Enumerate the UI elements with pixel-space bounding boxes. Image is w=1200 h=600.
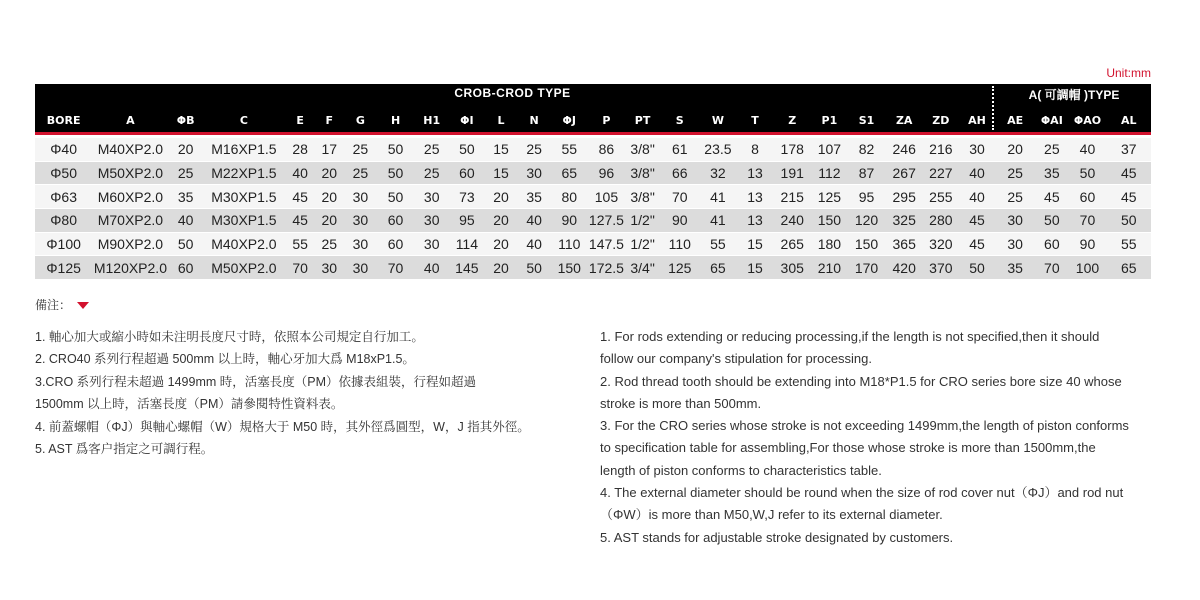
table-cell: 30 bbox=[343, 256, 377, 280]
note-zh-line: 3.CRO 系列行程未超過 1499mm 時，活塞長度（PM）依據表組裝，行程如超過 bbox=[35, 374, 477, 389]
table-cell: 87 bbox=[847, 161, 885, 185]
table-cell: 60 bbox=[377, 209, 413, 233]
column-header: L bbox=[497, 113, 505, 127]
table-cell: 30 bbox=[959, 138, 995, 161]
table-cell: 191 bbox=[773, 161, 811, 185]
table-cell: 25 bbox=[315, 232, 343, 256]
table-cell: 50 bbox=[377, 138, 413, 161]
table-cell: 50 bbox=[169, 232, 203, 256]
table-cell: 150 bbox=[550, 256, 588, 280]
table-cell: 25 bbox=[343, 138, 377, 161]
note-en-line: to specification table for assembling,For those whose stroke is more than 1500mm,the bbox=[600, 440, 1096, 456]
table-cell: 40 bbox=[169, 209, 203, 233]
table-cell: M70XP2.0 bbox=[92, 209, 168, 233]
table-cell: M50XP2.0 bbox=[203, 256, 285, 280]
table-cell: 110 bbox=[550, 232, 588, 256]
table-cell: 25 bbox=[518, 138, 550, 161]
table-cell: 8 bbox=[737, 138, 773, 161]
table-cell: 267 bbox=[886, 161, 923, 185]
table-cell: 1/2" bbox=[625, 209, 661, 233]
table-cell: M120XP2.0 bbox=[92, 256, 168, 280]
table-cell: 295 bbox=[886, 185, 923, 209]
table-cell: 60 bbox=[377, 232, 413, 256]
table-cell: 178 bbox=[773, 138, 811, 161]
table-cell: 420 bbox=[886, 256, 923, 280]
table-cell: 3/8" bbox=[625, 185, 661, 209]
table-cell: 45 bbox=[285, 209, 315, 233]
table-cell: 86 bbox=[588, 138, 624, 161]
table-cell: Φ125 bbox=[35, 256, 92, 280]
table-cell: 240 bbox=[773, 209, 811, 233]
group-title-main: CROB-CROD TYPE bbox=[454, 86, 571, 100]
table-cell: 105 bbox=[588, 185, 624, 209]
column-header: BORE bbox=[46, 113, 81, 127]
table-cell: 15 bbox=[737, 232, 773, 256]
table-cell: 30 bbox=[343, 232, 377, 256]
table-cell: 65 bbox=[550, 161, 588, 185]
table-cell: 170 bbox=[847, 256, 885, 280]
table-cell: 28 bbox=[285, 138, 315, 161]
table-cell: 50 bbox=[959, 256, 995, 280]
table-cell: 112 bbox=[811, 161, 847, 185]
table-cell: M90XP2.0 bbox=[92, 232, 168, 256]
table-cell: 50 bbox=[1068, 161, 1106, 185]
table-row bbox=[35, 138, 1151, 161]
table-cell: 60 bbox=[450, 161, 484, 185]
table-cell: 23.5 bbox=[699, 138, 737, 161]
table-cell: 50 bbox=[518, 256, 550, 280]
table-cell: 305 bbox=[773, 256, 811, 280]
table-cell: 120 bbox=[847, 209, 885, 233]
table-cell: 32 bbox=[699, 161, 737, 185]
table-cell: 35 bbox=[169, 185, 203, 209]
table-cell: 25 bbox=[169, 161, 203, 185]
table-cell: 60 bbox=[1068, 185, 1106, 209]
table-cell: 13 bbox=[737, 209, 773, 233]
table-cell: 30 bbox=[343, 185, 377, 209]
table-cell: 45 bbox=[959, 209, 995, 233]
table-cell: 100 bbox=[1068, 256, 1106, 280]
column-header: F bbox=[325, 113, 334, 127]
table-cell: 55 bbox=[1107, 232, 1151, 256]
table-cell: 3/8" bbox=[625, 138, 661, 161]
table-cell: 255 bbox=[923, 185, 959, 209]
table-cell: 20 bbox=[315, 161, 343, 185]
table-cell: 70 bbox=[1035, 256, 1068, 280]
column-header: A bbox=[126, 113, 135, 127]
table-cell: 55 bbox=[285, 232, 315, 256]
note-en-line: 5. AST stands for adjustable stroke designated by customers. bbox=[600, 529, 954, 545]
column-header: H1 bbox=[423, 113, 441, 127]
table-cell: 30 bbox=[343, 209, 377, 233]
table-cell: 45 bbox=[1107, 185, 1151, 209]
table-cell: 172.5 bbox=[588, 256, 624, 280]
table-cell: 227 bbox=[923, 161, 959, 185]
group-title-a-type: A( 可調帽 )TYPE bbox=[1028, 88, 1120, 102]
column-header: ZA bbox=[895, 113, 913, 127]
column-header: E bbox=[296, 113, 304, 127]
table-cell: 45 bbox=[285, 185, 315, 209]
column-header: ΦAI bbox=[1040, 113, 1063, 127]
table-cell: 114 bbox=[450, 232, 484, 256]
table-row bbox=[35, 185, 1151, 209]
table-cell: 82 bbox=[847, 138, 885, 161]
table-cell: 70 bbox=[285, 256, 315, 280]
table-cell: 215 bbox=[773, 185, 811, 209]
table-cell: 35 bbox=[1035, 161, 1068, 185]
table-cell: 107 bbox=[811, 138, 847, 161]
table-cell: M30XP1.5 bbox=[203, 209, 285, 233]
table-cell: 20 bbox=[484, 185, 518, 209]
table-cell: 325 bbox=[886, 209, 923, 233]
table-cell: 55 bbox=[550, 138, 588, 161]
table-cell: 15 bbox=[737, 256, 773, 280]
table-cell: 65 bbox=[1107, 256, 1151, 280]
column-header: ΦI bbox=[460, 113, 474, 127]
table-cell: Φ40 bbox=[35, 138, 92, 161]
table-cell: 25 bbox=[343, 161, 377, 185]
table-cell: 70 bbox=[661, 185, 699, 209]
table-cell: 30 bbox=[414, 185, 450, 209]
column-header: P bbox=[602, 113, 611, 127]
table-cell: 265 bbox=[773, 232, 811, 256]
table-cell: 90 bbox=[1068, 232, 1106, 256]
table-cell: 30 bbox=[315, 256, 343, 280]
table-cell: 25 bbox=[995, 185, 1035, 209]
note-en-line: stroke is more than 500mm. bbox=[600, 395, 762, 411]
header-row bbox=[35, 108, 1151, 132]
table-cell: 20 bbox=[995, 138, 1035, 161]
column-header: AE bbox=[1007, 113, 1024, 127]
table-cell: 20 bbox=[315, 209, 343, 233]
table-cell: 60 bbox=[169, 256, 203, 280]
table-cell: 40 bbox=[959, 185, 995, 209]
table-cell: 125 bbox=[661, 256, 699, 280]
column-header: ΦJ bbox=[562, 113, 576, 127]
table-row bbox=[35, 161, 1151, 185]
table-cell: M40XP2.0 bbox=[92, 138, 168, 161]
table-cell: 15 bbox=[484, 138, 518, 161]
column-header: P1 bbox=[821, 113, 838, 127]
table-cell: M50XP2.0 bbox=[92, 161, 168, 185]
column-header: S1 bbox=[858, 113, 875, 127]
table-cell: 61 bbox=[661, 138, 699, 161]
table-cell: 37 bbox=[1107, 138, 1151, 161]
column-header: C bbox=[239, 113, 248, 127]
table-cell: 30 bbox=[995, 209, 1035, 233]
notes-zh bbox=[35, 326, 575, 460]
table-row bbox=[35, 232, 1151, 256]
table-cell: 20 bbox=[484, 209, 518, 233]
table-cell: 50 bbox=[377, 161, 413, 185]
table-cell: 40 bbox=[959, 161, 995, 185]
table-cell: 20 bbox=[169, 138, 203, 161]
table-cell: 96 bbox=[588, 161, 624, 185]
table-cell: 150 bbox=[847, 232, 885, 256]
column-header: PT bbox=[634, 113, 651, 127]
table-cell: 40 bbox=[518, 209, 550, 233]
table-cell: 127.5 bbox=[588, 209, 624, 233]
table-cell: 90 bbox=[661, 209, 699, 233]
table-cell: 45 bbox=[1107, 161, 1151, 185]
column-header: ZD bbox=[932, 113, 950, 127]
table-cell: 65 bbox=[699, 256, 737, 280]
table-cell: M22XP1.5 bbox=[203, 161, 285, 185]
note-en-line: follow our company's stipulation for processing. bbox=[600, 351, 873, 367]
table-cell: M30XP1.5 bbox=[203, 185, 285, 209]
table-cell: 1/2" bbox=[625, 232, 661, 256]
note-zh-line: 4. 前蓋螺帽（ΦJ）與軸心螺帽（W）規格大于 M50 時，其外徑爲圓型，W，J 指其外徑。 bbox=[35, 419, 530, 434]
table-cell: 280 bbox=[923, 209, 959, 233]
note-en-line: 1. For rods extending or reducing processing,if the length is not specified,then it should bbox=[600, 329, 1100, 344]
table-cell: 210 bbox=[811, 256, 847, 280]
column-header: AH bbox=[968, 113, 986, 127]
spec-table bbox=[35, 108, 1151, 280]
table-cell: 90 bbox=[550, 209, 588, 233]
table-cell: 30 bbox=[414, 209, 450, 233]
note-en-line: （ΦW）is more than M50,W,J refer to its external diameter. bbox=[600, 507, 943, 523]
note-en-line: 2. Rod thread tooth should be extending into M18*P1.5 for CRO series bore size 40 whose bbox=[600, 373, 1122, 389]
notes-en bbox=[600, 326, 1156, 549]
table-cell: 55 bbox=[699, 232, 737, 256]
table-cell: Φ50 bbox=[35, 161, 92, 185]
table-cell: 25 bbox=[995, 161, 1035, 185]
table-cell: 216 bbox=[923, 138, 959, 161]
note-zh-line: 1500mm 以上時，活塞長度（PM）請參閱特性資料表。 bbox=[35, 397, 344, 412]
column-header: T bbox=[751, 113, 759, 127]
column-header: G bbox=[355, 113, 365, 127]
table-row bbox=[35, 256, 1151, 280]
table-cell: 35 bbox=[995, 256, 1035, 280]
table-row bbox=[35, 209, 1151, 233]
table-cell: 50 bbox=[1107, 209, 1151, 233]
table-cell: 370 bbox=[923, 256, 959, 280]
table-cell: 73 bbox=[450, 185, 484, 209]
notes-label-text: 備注： bbox=[35, 298, 72, 312]
table-cell: 40 bbox=[414, 256, 450, 280]
column-header: W bbox=[711, 113, 724, 127]
table-cell: 110 bbox=[661, 232, 699, 256]
table-cell: 60 bbox=[1035, 232, 1068, 256]
note-zh-line: 2. CRO40 系列行程超過 500mm 以上時，軸心牙加大爲 M18xP1.5。 bbox=[35, 352, 415, 367]
table-cell: 246 bbox=[886, 138, 923, 161]
table-cell: 3/4" bbox=[625, 256, 661, 280]
table-cell: 25 bbox=[414, 161, 450, 185]
table-cell: 147.5 bbox=[588, 232, 624, 256]
table-cell: 45 bbox=[1035, 185, 1068, 209]
note-en-line: length of piston conforms to characteristics table. bbox=[600, 462, 882, 478]
table-cell: 15 bbox=[484, 161, 518, 185]
table-cell: 45 bbox=[959, 232, 995, 256]
table-cell: 50 bbox=[1035, 209, 1068, 233]
table-cell: 17 bbox=[315, 138, 343, 161]
table-cell: 40 bbox=[518, 232, 550, 256]
table-cell: 30 bbox=[995, 232, 1035, 256]
table-cell: 125 bbox=[811, 185, 847, 209]
table-cell: 25 bbox=[1035, 138, 1068, 161]
table-cell: 20 bbox=[315, 185, 343, 209]
table-cell: M60XP2.0 bbox=[92, 185, 168, 209]
column-header: ΦAO bbox=[1073, 113, 1102, 127]
table-cell: 150 bbox=[811, 209, 847, 233]
table-cell: 70 bbox=[1068, 209, 1106, 233]
column-header: N bbox=[529, 113, 539, 127]
table-cell: 66 bbox=[661, 161, 699, 185]
table-cell: 320 bbox=[923, 232, 959, 256]
triangle-down-icon bbox=[77, 302, 89, 309]
notes-label bbox=[35, 296, 89, 313]
column-header: AL bbox=[1121, 113, 1137, 127]
table-cell: 40 bbox=[285, 161, 315, 185]
table-cell: 3/8" bbox=[625, 161, 661, 185]
table-cell: 40 bbox=[1068, 138, 1106, 161]
table-cell: 41 bbox=[699, 185, 737, 209]
table-cell: 20 bbox=[484, 256, 518, 280]
column-header: ΦB bbox=[176, 113, 195, 127]
table-cell: 35 bbox=[518, 185, 550, 209]
table-cell: 80 bbox=[550, 185, 588, 209]
table-cell: 30 bbox=[518, 161, 550, 185]
column-header: Z bbox=[788, 113, 797, 127]
table-cell: 95 bbox=[847, 185, 885, 209]
table-cell: Φ100 bbox=[35, 232, 92, 256]
column-header: S bbox=[675, 113, 684, 127]
column-header: H bbox=[390, 113, 401, 127]
table-cell: 180 bbox=[811, 232, 847, 256]
table-cell: Φ63 bbox=[35, 185, 92, 209]
table-cell: 50 bbox=[377, 185, 413, 209]
note-zh-line: 5. AST 爲客户指定之可調行程。 bbox=[35, 442, 214, 457]
table-cell: 95 bbox=[450, 209, 484, 233]
table-cell: 70 bbox=[377, 256, 413, 280]
unit-label: Unit:mm bbox=[1106, 66, 1151, 80]
table-cell: M40XP2.0 bbox=[203, 232, 285, 256]
table-cell: 30 bbox=[414, 232, 450, 256]
table-cell: Φ80 bbox=[35, 209, 92, 233]
table-cell: M16XP1.5 bbox=[203, 138, 285, 161]
note-zh-line: 1. 軸心加大或縮小時如未注明長度尺寸時，依照本公司規定自行加工。 bbox=[35, 330, 424, 344]
table-cell: 145 bbox=[450, 256, 484, 280]
table-cell: 13 bbox=[737, 185, 773, 209]
table-cell: 25 bbox=[414, 138, 450, 161]
table-cell: 41 bbox=[699, 209, 737, 233]
table-cell: 365 bbox=[886, 232, 923, 256]
table-cell: 50 bbox=[450, 138, 484, 161]
note-en-line: 3. For the CRO series whose stroke is not exceeding 1499mm,the length of piston conforms bbox=[600, 418, 1129, 434]
note-en-line: 4. The external diameter should be round when the size of rod cover nut（ΦJ）and rod nut bbox=[600, 485, 1124, 501]
table-cell: 20 bbox=[484, 232, 518, 256]
table-cell: 13 bbox=[737, 161, 773, 185]
